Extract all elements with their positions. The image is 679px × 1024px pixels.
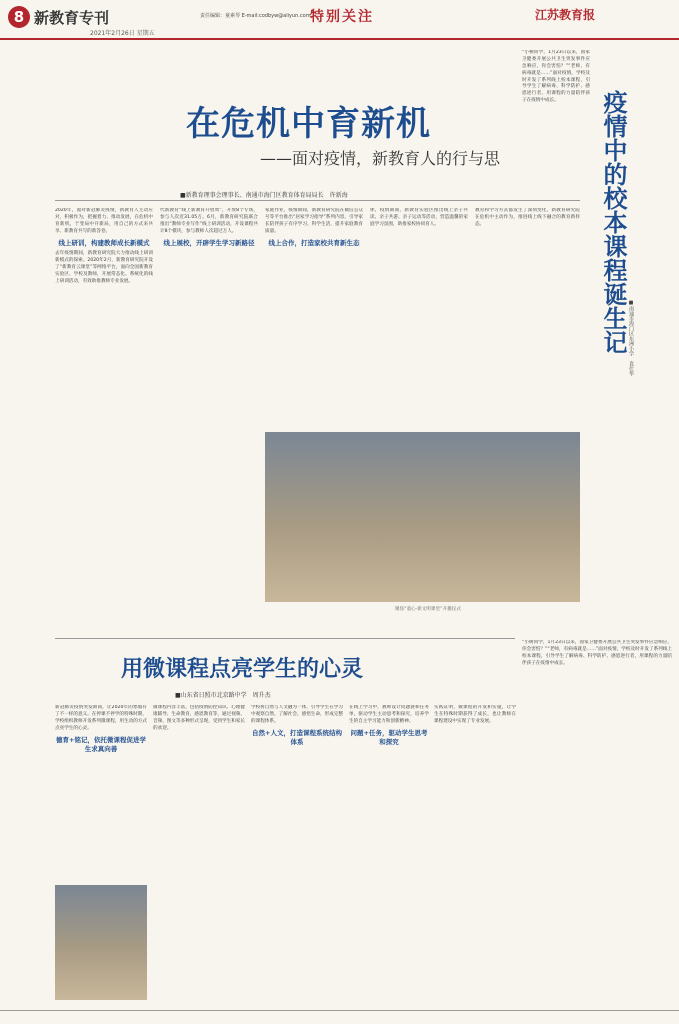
sidebar-column: “小树同学，1月23日以来，国家卫健委开展公共卫生突发事件应急响应，你会害怕？”“老师，有病毒就是……”面对疫情，学校及时开发了系列线上校本课程，引导学生了解病毒、科学防护、感恩逆行者，用课程的力量陪伴孩子在疫情中成长。 <box>522 50 590 104</box>
article2-subheading-1: 德育+铭记，依托微课程促进学生求真向善 <box>56 735 146 754</box>
article2-column-5: 实践证明，微课程的开发和实施，让学生在特殊时期获得了成长，也让教师在课程建设中实现了专业发展。 <box>434 705 516 724</box>
article1-subheading-1: 线上研训，构建教师成长新模式 <box>58 238 150 247</box>
article1-column-4: 休，疫情期间，新教育实验区推出线上亲子共读、亲子共游、亲子运动等活动，营造温馨的家庭学习氛围，助推家校协同育人。 <box>370 208 468 227</box>
issue-date: 2021年2月26日 星期五 <box>90 30 155 37</box>
article2-byline: ■山东省日照市北京路中学 周升杰 <box>175 692 271 699</box>
sidebar-title: 疫情中的校本课程诞生记 <box>599 90 628 354</box>
sidebar-byline: ■南通市海门区东洲小学 袁仕华 <box>628 300 634 376</box>
article1-column-1: 2020年，面对新冠肺炎疫情，新教育人主动应对，积极作为，把握着力、推动发展，在危机中育新机，于变局中开新局，用自己的方式来共享、新教育共写的新答卷。 线上研训，构建教师成长新模式 去年疫情期间，新教育研究院大力推动线上研训新模式的探索。2020年2月，新教育研究院开设了“新教育云课堂”等网络平台，面向全国新教育实验区、学校及教师，开展常态化、系统化的线上研训活动，有效助推教师专业发展。 <box>55 208 153 284</box>
article1-subheading-2: 线上展校，开辟学生学习新路径 <box>163 238 255 247</box>
article2-column-2: 微课程内容丰富，包括疫情防控知识、心理健康辅导、生命教育、感恩教育等，通过视频、音频、图文等多种形式呈现，受到学生和家长的欢迎。 <box>153 705 245 731</box>
page-number-badge: 8 <box>8 6 30 28</box>
section-title: 新教育专刊 <box>34 9 110 27</box>
header-rule <box>0 38 679 40</box>
article2-subheading-3: 问题+任务，驱动学生思考和探究 <box>350 728 428 747</box>
feature-label: 特别关注 <box>310 9 374 25</box>
article1-column-2: 代新教育“线上新教育开放周”，开放8个专场，参与人次近31.05万。6月，新教育研究院联合推出“教师专业写作”线上研训活动，开设课程共计8个模块，参与教师人次超过万人。 线上展校，开辟学生学习新路径 <box>160 208 258 247</box>
article1-subtitle: ——面对疫情，新教育人的行与思 <box>260 149 501 168</box>
article2-column-3: 学校将自然与人文融为一体，引导学生在学习中观察自然、了解社会、感悟生命，形成完整的课程体系。 自然+人文，打造课程系统结构体系 <box>251 705 343 747</box>
editor-line: 责任编辑：童素琴 E-mail:codbyw@aliyun.com <box>200 13 311 19</box>
newspaper-logo: 江苏教育报 <box>535 8 596 22</box>
article1-column-5: 教育和学习方式都发生了深刻变化，新教育研究院在危机中主动作为，推进线上线下融合的教育新样态。 <box>475 208 580 227</box>
students-photo <box>55 885 147 1000</box>
footer-rule <box>0 1010 679 1011</box>
divider <box>55 638 515 639</box>
article2-subheading-2: 自然+人文，打造课程系统结构体系 <box>252 728 342 747</box>
article1-byline: ■新教育理事会理事长、南通市海门区教育体育局局长 许新海 <box>180 192 348 199</box>
sidebar-column-lower: “小树同学，1月23日以来，国家卫健委开展公共卫生突发事件应急响应，你会害怕？”“老师，有病毒就是……”面对疫情，学校及时开发了系列线上校本课程，引导学生了解病毒、科学防护、感恩逆行者，用课程的力量陪伴孩子在疫情中成长。 <box>522 640 672 666</box>
article1-subheading-3: 线上合作，打造家校共育新生态 <box>268 238 360 247</box>
article2-title: 用微课程点亮学生的心灵 <box>121 656 364 682</box>
divider <box>55 200 580 201</box>
article2-column-4: 在线上学习中，教师设计问题链和任务单，驱动学生主动思考和探究，培养学生的自主学习能力和创新精神。 问题+任务，驱动学生思考和探究 <box>349 705 429 747</box>
article1-title: 在危机中育新机 <box>186 104 431 144</box>
article1-column-3: 家庭作业，疫情期间，新教育研究院在微信公众号等平台推出“居家学习指导”系列内容，引导家长陪伴孩子有序学习、科学生活，提升家庭教育质量。 线上合作，打造家校共育新生态 <box>265 208 363 247</box>
photo-caption: 聚焦“童心·新文明课堂”开播仪式 <box>395 607 461 612</box>
article2-column-1: 新冠肺炎疫情突发期间，让2020年的寒假有了不一样的意义。在停课不停学的特殊时期，学校组织教师开发系列微课程，用生动的方式点亮学生的心灵。 德育+铭记，依托微课程促进学生求真向善 <box>55 705 147 754</box>
